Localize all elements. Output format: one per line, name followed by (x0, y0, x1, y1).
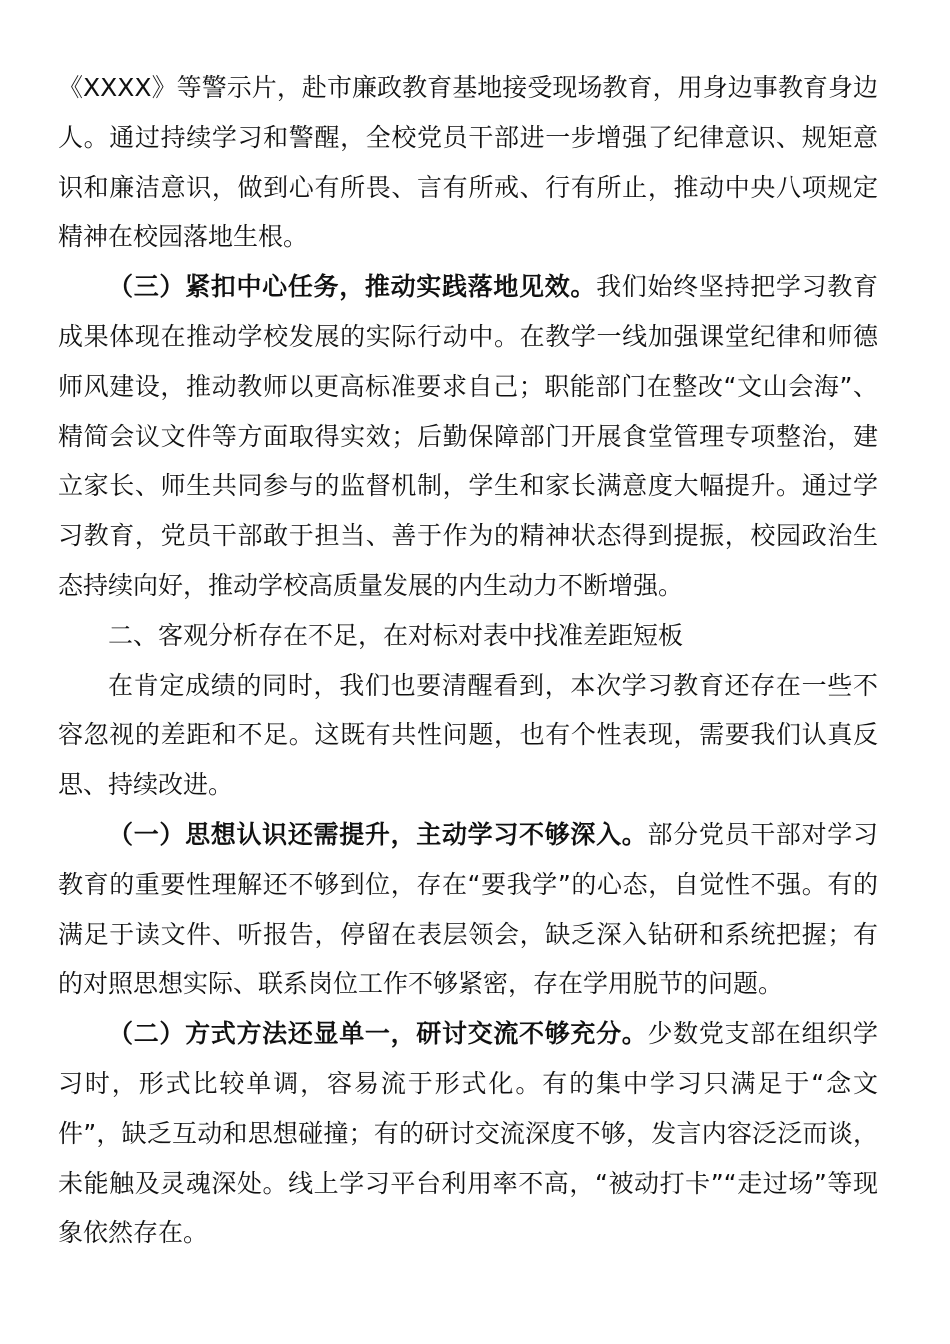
paragraph-practice-body: 我们始终坚持把学习教育成果体现在推动学校发展的实际行动中。在教学一线加强课堂纪律和师德师风建设，推动教师以更高标准要求自己；职能部门在整改“文山会海”、精简会议文件等方面取得实效；后勤保障部门开展食堂管理专项整治，建立家长、师生共同参与的监督机制，学生和家长满意度大幅提升。通过学习教育，党员干部敢于担当、善于作为的精神状态得到提振，校园政治生态持续向好，推动学校高质量发展的内生动力不断增强。 (58, 272, 878, 600)
paragraph-thinking (58, 810, 878, 1009)
paragraph-practice (58, 262, 878, 611)
subheading-practice: （三）紧扣中心任务，推动实践落地见效。 (108, 272, 597, 302)
paragraph-methods-body: 少数党支部在组织学习时，形式比较单调，容易流于形式化。有的集中学习只满足于“念文件”，缺乏互动和思想碰撞；有的研讨交流深度不够，发言内容泛泛而谈，未能触及灵魂深处。线上学习平台利用率不高，“被动打卡”“走过场”等现象依然存在。 (58, 1019, 878, 1248)
subheading-methods: （二）方式方法还显单一，研讨交流不够充分。 (108, 1019, 648, 1049)
paragraph-shortcomings-intro: 在肯定成绩的同时，我们也要清醒看到，本次学习教育还存在一些不容忽视的差距和不足。这既有共性问题，也有个性表现，需要我们认真反思、持续改进。 (58, 670, 878, 800)
paragraph-warning-education: 《XXXX》等警示片，赴市廉政教育基地接受现场教育，用身边事教育身边人。通过持续学习和警醒，全校党员干部进一步增强了纪律意识、规矩意识和廉洁意识，做到心有所畏、言有所戒、行有所止，推动中央八项规定精神在校园落地生根。 (58, 73, 878, 252)
subheading-thinking: （一）思想认识还需提升，主动学习不够深入。 (108, 819, 648, 849)
document-page (58, 63, 878, 1258)
paragraph-methods (58, 1009, 878, 1258)
paragraph-thinking-body: 部分党员干部对学习教育的重要性理解还不够到位，存在“要我学”的心态，自觉性不强。有的满足于读文件、听报告，停留在表层领会，缺乏深入钻研和系统把握；有的对照思想实际、联系岗位工作不够紧密，存在学用脱节的问题。 (58, 819, 878, 999)
section-title-shortcomings: 二、客观分析存在不足，在对标对表中找准差距短板 (108, 620, 684, 650)
